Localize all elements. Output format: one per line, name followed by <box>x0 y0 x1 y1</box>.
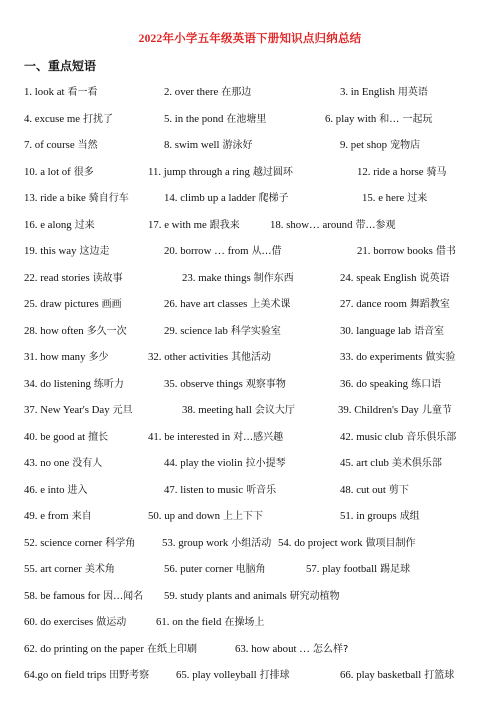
phrase-english: 51. in groups <box>340 510 397 522</box>
phrase-chinese: 语音室 <box>414 325 445 337</box>
phrase-chinese: 说英语 <box>419 272 450 284</box>
phrase-chinese: 做运动 <box>96 617 127 628</box>
phrase-row <box>0 534 500 550</box>
phrase-item <box>148 216 240 231</box>
phrase-row <box>0 295 500 311</box>
phrase-english: 44. play the violin <box>164 457 243 469</box>
phrase-english: 28. how often <box>24 324 84 337</box>
phrase-item <box>340 83 428 98</box>
phrase-chinese: 上上下下 <box>222 511 263 522</box>
phrase-row <box>0 216 500 232</box>
phrase-chinese: 没有人 <box>72 458 103 469</box>
phrase-english: 37. New Year's Day <box>24 404 110 416</box>
phrase-item <box>235 640 348 655</box>
phrase-chinese: 打篮球 <box>424 670 455 681</box>
phrase-item <box>148 163 293 178</box>
phrase-english: 8. swim well <box>164 139 220 151</box>
phrase-english: 20. borrow … from <box>164 245 249 257</box>
phrase-english: 56. puter corner <box>164 563 233 575</box>
phrase-english: 61. on the field <box>156 616 222 628</box>
phrase-english: 6. play with <box>325 112 377 125</box>
phrase-chinese: 田野考察 <box>109 670 150 681</box>
phrase-item <box>340 454 442 469</box>
phrase-chinese: 擅长 <box>88 431 109 443</box>
phrase-item <box>24 136 98 151</box>
phrase-chinese: 骑马 <box>426 166 447 178</box>
phrase-english: 62. do printing on the paper <box>24 642 144 655</box>
document-title: 2022年小学五年级英语下册知识点归纳总结 <box>138 33 362 45</box>
phrase-chinese: 多久一次 <box>86 325 127 337</box>
phrase-chinese: 在池塘里 <box>226 113 267 125</box>
phrase-english: 33. do experiments <box>340 351 423 363</box>
phrase-row <box>0 666 500 682</box>
phrase-item <box>357 242 456 257</box>
phrase-chinese: 跟我来 <box>209 219 240 231</box>
phrase-chinese: 做实验 <box>425 352 456 363</box>
phrase-item <box>176 666 290 681</box>
phrase-chinese: 会议大厅 <box>254 405 295 416</box>
phrase-item <box>24 560 115 575</box>
phrase-english: 41. be interested in <box>148 430 231 443</box>
phrase-english: 18. show… around <box>270 218 353 231</box>
phrase-item <box>24 163 94 178</box>
phrase-chinese: 做项目制作 <box>365 537 416 549</box>
phrase-item <box>164 189 288 204</box>
phrase-item <box>148 507 263 522</box>
phrase-chinese: 这边走 <box>79 246 110 257</box>
phrase-chinese: 元旦 <box>112 405 133 416</box>
phrase-english: 15. e here <box>362 192 405 204</box>
phrase-row <box>0 348 500 364</box>
phrase-chinese: 舞蹈教室 <box>409 299 450 310</box>
phrase-english: 59. study plants and animals <box>164 589 287 602</box>
phrase-item <box>24 507 92 522</box>
phrase-chinese: 怎么样? <box>312 643 349 655</box>
phrase-english: 60. do exercises <box>24 616 94 628</box>
phrase-english: 57. play football <box>306 563 378 575</box>
phrase-row <box>0 481 500 497</box>
phrase-english: 29. science lab <box>164 324 228 337</box>
phrase-english: 27. dance room <box>340 298 407 310</box>
phrase-item <box>362 189 427 204</box>
phrase-english: 39. Children's Day <box>338 404 419 416</box>
phrase-chinese: 电脑角 <box>235 564 266 575</box>
phrase-chinese: 上美术课 <box>250 299 291 310</box>
phrase-chinese: 研究动植物 <box>289 590 340 602</box>
phrase-chinese: 儿童节 <box>421 405 452 416</box>
phrase-row <box>0 454 500 470</box>
phrase-english: 4. excuse me <box>24 112 81 125</box>
phrase-chinese: 科学实验室 <box>230 325 281 337</box>
phrase-item <box>156 613 264 628</box>
phrase-item <box>24 269 123 284</box>
phrase-row <box>0 507 500 523</box>
phrase-chinese: 音乐俱乐部 <box>406 431 457 443</box>
phrase-english: 38. meeting hall <box>182 404 252 416</box>
phrase-english: 17. e with me <box>148 218 207 231</box>
phrase-english: 13. ride a bike <box>24 192 86 204</box>
phrase-english: 53. group work <box>162 536 229 549</box>
phrase-chinese: 打排球 <box>259 670 290 681</box>
phrase-item <box>24 322 127 337</box>
phrase-chinese: 来自 <box>71 511 92 522</box>
phrase-row <box>0 83 500 99</box>
phrase-english: 11. jump through a ring <box>148 165 250 178</box>
phrase-english: 63. how about … <box>235 642 310 655</box>
phrase-english: 7. of course <box>24 139 75 151</box>
phrase-row <box>0 136 500 152</box>
phrase-english: 49. e from <box>24 510 69 522</box>
phrase-item <box>24 189 129 204</box>
phrase-chinese: 用英语 <box>397 87 428 98</box>
phrase-chinese: 宠物店 <box>390 140 421 151</box>
phrase-item <box>24 534 135 549</box>
phrase-item <box>164 481 276 496</box>
phrase-chinese: 过来 <box>407 193 428 204</box>
phrase-chinese: 观察事物 <box>245 378 286 390</box>
phrase-item <box>164 110 266 125</box>
phrase-row <box>0 375 500 391</box>
phrase-item <box>164 375 286 390</box>
phrase-english: 31. how many <box>24 351 86 363</box>
phrase-chinese: 科学角 <box>105 537 136 549</box>
phrase-item <box>164 587 340 602</box>
phrase-english: 24. speak English <box>340 271 417 284</box>
phrase-english: 50. up and down <box>148 510 220 522</box>
phrase-item <box>340 295 450 310</box>
phrase-chinese: 借书 <box>435 246 456 257</box>
phrase-item <box>278 534 416 549</box>
phrase-item <box>24 110 113 125</box>
phrase-item <box>148 428 283 443</box>
phrase-chinese: 很多 <box>73 166 94 178</box>
phrase-english: 42. music club <box>340 430 404 443</box>
phrase-chinese: 从…借 <box>251 246 282 257</box>
phrase-chinese: 骑自行车 <box>88 193 129 204</box>
phrase-english: 54. do project work <box>278 536 363 549</box>
phrase-chinese: 因…闻名 <box>103 590 144 602</box>
phrase-english: 36. do speaking <box>340 377 409 390</box>
phrase-chinese: 打扰了 <box>83 113 114 125</box>
phrase-item <box>24 613 126 628</box>
phrase-chinese: 成组 <box>399 511 420 522</box>
phrase-english: 35. observe things <box>164 377 243 390</box>
phrase-item <box>340 666 454 681</box>
phrase-item <box>340 348 455 363</box>
phrase-english: 25. draw pictures <box>24 298 99 310</box>
phrase-english: 47. listen to music <box>164 483 244 496</box>
phrase-item <box>24 401 133 416</box>
phrase-chinese: 其他活动 <box>231 352 272 363</box>
phrase-chinese: 制作东西 <box>253 272 294 284</box>
phrase-chinese: 踢足球 <box>380 564 411 575</box>
phrase-item <box>24 242 109 257</box>
phrase-item <box>24 428 108 443</box>
phrase-english: 40. be good at <box>24 430 86 443</box>
phrase-row <box>0 640 500 656</box>
phrase-item <box>325 110 432 125</box>
phrase-item <box>338 401 452 416</box>
phrase-item <box>340 136 420 151</box>
phrase-chinese: 看一看 <box>67 87 98 98</box>
phrase-chinese: 多少 <box>88 352 109 363</box>
phrase-english: 64.go on field trips <box>24 669 107 681</box>
phrase-item <box>148 348 271 363</box>
phrase-item <box>24 454 102 469</box>
phrase-chinese: 画画 <box>101 299 122 310</box>
phrase-item <box>164 242 282 257</box>
phrase-chinese: 读故事 <box>92 272 123 284</box>
phrase-english: 30. language lab <box>340 324 412 337</box>
phrase-english: 16. e along <box>24 218 72 231</box>
phrase-english: 46. e into <box>24 483 65 496</box>
phrase-english: 14. climb up a ladder <box>164 192 256 204</box>
phrase-chinese: 美术俱乐部 <box>391 458 442 469</box>
phrase-english: 5. in the pond <box>164 112 224 125</box>
phrase-row <box>0 189 500 205</box>
phrase-item <box>24 348 108 363</box>
phrase-row <box>0 613 500 629</box>
phrase-english: 66. play basketball <box>340 669 422 681</box>
phrase-item <box>24 666 149 681</box>
phrase-chinese: 练听力 <box>93 378 124 390</box>
phrase-item <box>164 454 286 469</box>
phrase-item <box>182 269 294 284</box>
phrase-item <box>340 322 444 337</box>
phrase-chinese: 对…感兴趣 <box>233 431 284 443</box>
phrase-item <box>340 507 420 522</box>
phrase-item <box>340 269 449 284</box>
phrase-english: 12. ride a horse <box>357 165 424 178</box>
phrase-english: 1. look at <box>24 86 65 98</box>
phrase-chinese: 和… 一起玩 <box>379 113 433 125</box>
phrase-chinese: 拉小提琴 <box>245 458 286 469</box>
phrase-row <box>0 322 500 338</box>
phrase-english: 10. a lot of <box>24 165 71 178</box>
phrase-item <box>340 375 441 390</box>
phrase-chinese: 在操场上 <box>224 617 265 628</box>
phrase-item <box>270 216 395 231</box>
phrase-row <box>0 110 500 126</box>
phrase-chinese: 越过圆环 <box>252 166 293 178</box>
phrase-chinese: 带…参观 <box>355 219 396 231</box>
phrase-item <box>164 136 252 151</box>
phrase-english: 58. be famous for <box>24 589 101 602</box>
phrase-chinese: 练口语 <box>411 378 442 390</box>
phrase-chinese: 进入 <box>67 484 88 496</box>
phrase-english: 55. art corner <box>24 563 82 575</box>
phrase-row <box>0 269 500 285</box>
phrase-english: 3. in English <box>340 86 395 98</box>
phrase-english: 19. this way <box>24 245 77 257</box>
phrase-item <box>24 587 143 602</box>
phrase-item <box>164 322 281 337</box>
phrase-item <box>24 216 95 231</box>
phrase-item <box>164 295 290 310</box>
phrase-row <box>0 163 500 179</box>
phrase-item <box>357 163 447 178</box>
phrase-chinese: 游泳好 <box>222 140 253 151</box>
phrase-chinese: 在那边 <box>221 87 252 98</box>
phrase-english: 21. borrow books <box>357 245 433 257</box>
phrase-chinese: 美术角 <box>84 564 115 575</box>
phrase-english: 48. cut out <box>340 483 386 496</box>
phrase-chinese: 小组活动 <box>231 537 272 549</box>
phrase-english: 65. play volleyball <box>176 669 257 681</box>
phrase-chinese: 过来 <box>74 219 95 231</box>
section-heading: 一、重点短语 <box>24 59 97 73</box>
phrase-item <box>306 560 410 575</box>
phrase-chinese: 当然 <box>77 140 98 151</box>
phrase-item <box>24 481 87 496</box>
phrase-item <box>24 375 124 390</box>
phrase-item <box>340 481 409 496</box>
phrase-english: 26. have art classes <box>164 298 248 310</box>
phrase-english: 23. make things <box>182 271 251 284</box>
phrase-english: 2. over there <box>164 86 219 98</box>
phrase-chinese: 听音乐 <box>246 484 277 496</box>
phrase-row <box>0 560 500 576</box>
phrase-item <box>340 428 456 443</box>
phrase-row <box>0 401 500 417</box>
phrase-chinese: 爬梯子 <box>258 193 289 204</box>
phrase-item <box>164 83 251 98</box>
phrase-english: 9. pet shop <box>340 139 388 151</box>
phrase-item <box>182 401 295 416</box>
phrase-row <box>0 587 500 603</box>
phrase-row <box>0 428 500 444</box>
phrase-english: 52. science corner <box>24 536 103 549</box>
phrase-item <box>164 560 266 575</box>
phrase-item <box>24 640 197 655</box>
phrase-row <box>0 242 500 258</box>
phrase-english: 32. other activities <box>148 351 229 363</box>
phrase-chinese: 剪下 <box>388 484 409 496</box>
phrase-english: 43. no one <box>24 457 70 469</box>
phrase-english: 22. read stories <box>24 271 90 284</box>
phrase-item <box>24 83 97 98</box>
phrase-chinese: 在纸上印刷 <box>146 643 197 655</box>
phrase-item <box>162 534 271 549</box>
phrase-item <box>24 295 122 310</box>
phrase-english: 45. art club <box>340 457 389 469</box>
phrase-english: 34. do listening <box>24 377 91 390</box>
